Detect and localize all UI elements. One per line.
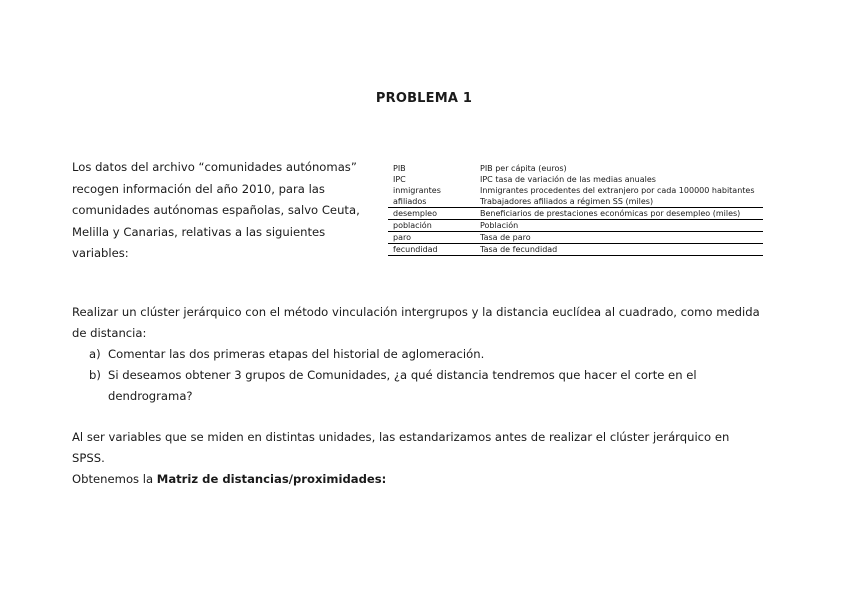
list-item (89, 344, 762, 365)
intro-paragraph: Los datos del archivo “comunidades autónomas” recogen información del año 2010, para las comunidades autónomas españolas, salvo Ceuta, Melilla y Canarias, relativas a las siguientes variables: (72, 160, 360, 260)
list-item-text: Si deseamos obtener 3 grupos de Comunidades, ¿a qué distancia tendremos que hacer el corte en el dendrograma? (108, 368, 697, 403)
list-item-text: Comentar las dos primeras etapas del historial de aglomeración. (108, 347, 485, 361)
variable-name: PIB (393, 164, 406, 173)
table-row (388, 232, 763, 244)
variable-desc: Beneficiarios de prestaciones económicas por desempleo (miles) (475, 208, 763, 220)
table-row (388, 220, 763, 232)
variable-name: inmigrantes (393, 186, 441, 195)
table-row (388, 196, 763, 208)
table-row (388, 185, 763, 196)
note-paragraph: Al ser variables que se miden en distintas unidades, las estandarizamos antes de realizar el clúster jerárquico en SPSS. (72, 430, 730, 465)
variable-desc: Tasa de paro (475, 232, 763, 244)
variable-desc: Tasa de fecundidad (475, 244, 763, 256)
table-row (388, 244, 763, 256)
variables-table (388, 163, 763, 256)
variable-name: fecundidad (388, 244, 475, 256)
list-marker: b) (89, 368, 101, 382)
variable-desc: Población (475, 220, 763, 232)
variable-desc: Trabajadores afiliados a régimen SS (miles) (480, 197, 654, 206)
variable-desc: PIB per cápita (euros) (480, 164, 567, 173)
table-row (388, 163, 763, 174)
task-section (72, 302, 762, 490)
table-row (388, 174, 763, 185)
variable-name: afiliados (393, 197, 427, 206)
variable-desc: Inmigrantes procedentes del extranjero por cada 100000 habitantes (480, 186, 755, 195)
obtain-prefix: Obtenemos la (72, 472, 157, 486)
obtain-paragraph (72, 469, 762, 490)
table-row (388, 208, 763, 220)
list-marker: a) (89, 347, 101, 361)
task-paragraph: Realizar un clúster jerárquico con el método vinculación intergrupos y la distancia euclídea al cuadrado, como medida de distancia: (72, 305, 760, 340)
list-item (89, 365, 762, 407)
matrix-heading: Matriz de distancias/proximidades: (156, 472, 387, 486)
variable-name: IPC (393, 175, 406, 184)
problem-title: PROBLEMA 1 (375, 91, 473, 106)
variable-desc: IPC tasa de variación de las medias anuales (480, 175, 656, 184)
variable-name: población (388, 220, 475, 232)
variable-name: paro (388, 232, 475, 244)
variable-name: desempleo (388, 208, 475, 220)
task-list (72, 344, 762, 407)
